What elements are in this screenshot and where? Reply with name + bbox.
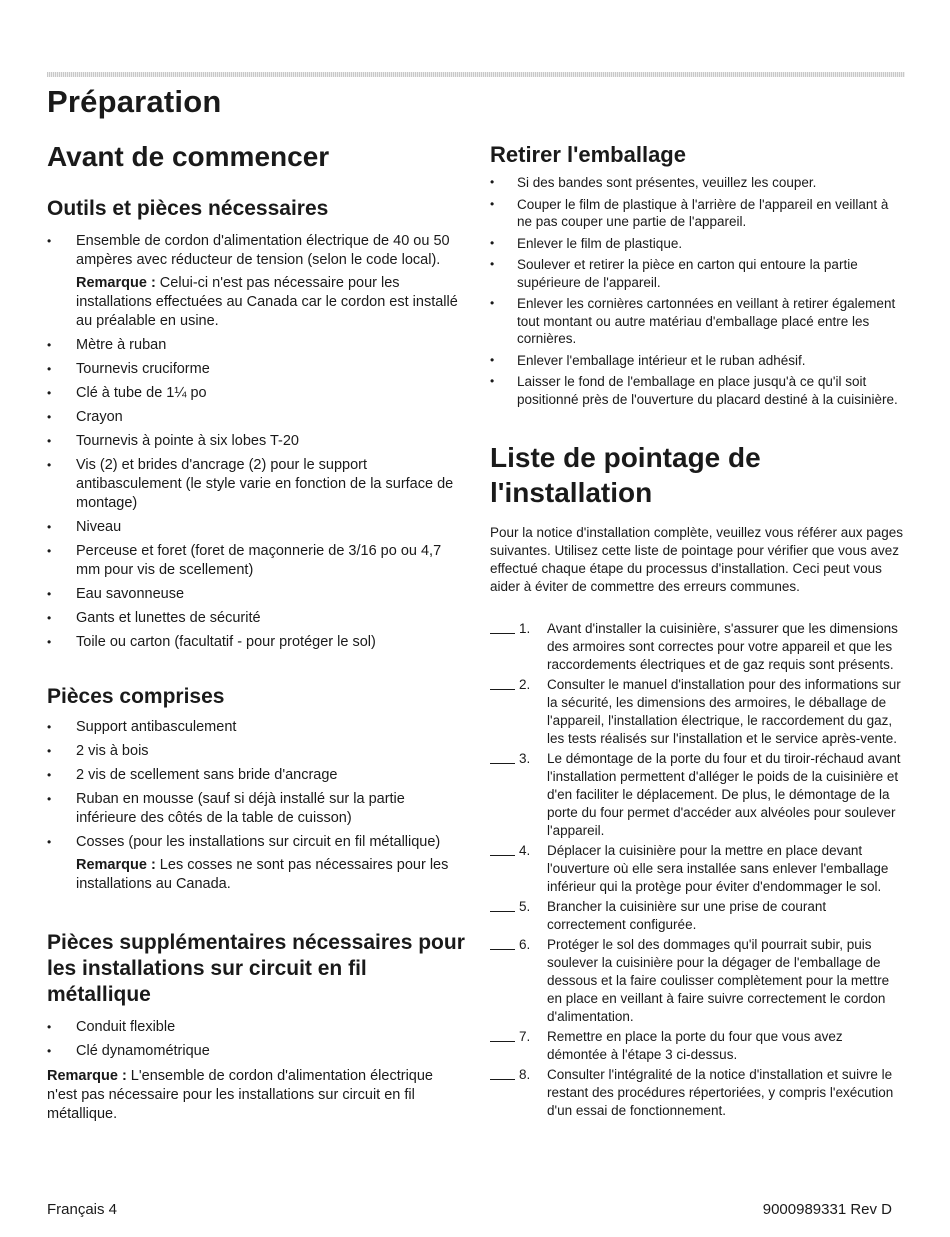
- list-item: • Laisser le fond de l'emballage en place jusqu'à ce qu'il soit positionné près de l'ouverture du placard destiné à la cuisinière.: [490, 374, 898, 407]
- comprises-section: [47, 684, 465, 899]
- list-item: • Ruban en mousse (sauf si déjà installé sur la partie inférieure des côtés de la table de cuisson): [47, 791, 405, 826]
- checklist-item: 7. Remettre en place la porte du four que vous avez démontée à l'étape 3 ci-dessus.: [490, 1028, 905, 1064]
- check-blank: [490, 763, 515, 764]
- bullet-icon: •: [490, 235, 495, 250]
- bullet-icon: •: [47, 1044, 52, 1058]
- list-item: • Si des bandes sont présentes, veuillez les couper.: [490, 175, 817, 190]
- avant-title: Avant de commencer: [47, 141, 330, 172]
- list-item: • Gants et lunettes de sécurité: [47, 610, 261, 626]
- bullet-icon: •: [490, 196, 495, 211]
- checklist-item: 2. Consulter le manuel d'installation pour des informations sur la sécurité, les dimensions des armoires, le déballage de l'appareil, l'installation électrique, le raccordement du gaz, les tests réalisés sur l'installation et le service après-vente.: [490, 676, 905, 748]
- list-item: • Crayon: [47, 409, 123, 425]
- bullet-icon: •: [490, 352, 495, 367]
- remarque-note: [76, 856, 465, 894]
- list-item: • Enlever le film de plastique.: [490, 235, 683, 251]
- bullet-icon: •: [490, 296, 495, 310]
- bullet-icon: •: [47, 744, 52, 758]
- supp-title: Pièces supplémentaires nécessaires pour les installations sur circuit en fil métallique: [47, 931, 465, 1006]
- list-item: • Eau savonneuse: [47, 586, 185, 602]
- check-blank: [490, 1041, 515, 1042]
- list-item: • Toile ou carton (facultatif - pour protéger le sol): [47, 634, 376, 650]
- bullet-icon: •: [47, 835, 52, 849]
- bullet-icon: •: [47, 635, 52, 649]
- liste-intro: Pour la notice d'installation complète, veuillez vous référer aux pages suivantes. Utilisez cette liste de pointage pour vérifier que vous avez effectué chaque étape du processus d'installation. Ceci peut vous aider à éviter de commettre des erreurs communes.: [490, 525, 904, 594]
- remarque-text: Les cosses ne sont pas nécessaires pour les installations au Canada.: [76, 857, 449, 892]
- bullet-icon: •: [47, 434, 52, 448]
- check-blank: [490, 949, 515, 950]
- bullet-icon: •: [490, 374, 495, 388]
- liste-section: [490, 440, 905, 1122]
- list-item: • Perceuse et foret (foret de maçonnerie de 3/16 po ou 4,7 mm pour vis de scellement): [47, 543, 442, 578]
- list-item: • Mètre à ruban: [47, 337, 167, 353]
- checklist-item: 1. Avant d'installer la cuisinière, s'assurer que les dimensions des armoires sont correctes pour votre appareil et que les raccordements électriques et de gaz requis sont présents.: [490, 620, 905, 674]
- supp-note: [47, 1067, 465, 1124]
- bullet-icon: •: [47, 587, 52, 601]
- check-blank: [490, 1079, 515, 1080]
- outils-title: Outils et pièces nécessaires: [47, 197, 329, 220]
- checklist-item: 4. Déplacer la cuisinière pour la mettre en place devant l'ouverture où elle sera installée sans enlever l'emballage inférieur qui la protège pour éviter d'endommager le sol.: [490, 842, 905, 896]
- checklist: [490, 620, 905, 1120]
- bullet-icon: •: [47, 458, 52, 472]
- list-item: • Vis (2) et brides d'ancrage (2) pour le support antibasculement (le style varie en fonction de la surface de montage): [47, 457, 454, 511]
- supp-section: [47, 930, 465, 1124]
- remarque-text: L'ensemble de cordon d'alimentation électrique n'est pas nécessaire pour les installations sur circuit en fil métallique.: [47, 1068, 433, 1122]
- list-item: • Cosses (pour les installations sur circuit en fil métallique) Remarque : Les cosses ne sont pas nécessaires pour les installations au Canada.: [47, 833, 465, 894]
- check-blank: [490, 911, 515, 912]
- remarque-note: [76, 274, 465, 331]
- comprises-title: Pièces comprises: [47, 685, 225, 708]
- bullet-icon: •: [47, 386, 52, 400]
- list-item: • 2 vis à bois: [47, 743, 149, 759]
- page-title: Préparation: [47, 84, 222, 119]
- bullet-icon: •: [47, 544, 52, 558]
- list-item: • Couper le film de plastique à l'arrière de l'appareil en veillant à ne pas couper une partie de l'appareil.: [490, 196, 889, 229]
- check-blank: [490, 855, 515, 856]
- footer-doc-number: 9000989331 Rev D: [762, 1201, 892, 1218]
- remarque-label: Remarque :: [76, 275, 156, 291]
- bullet-icon: •: [490, 257, 495, 271]
- bullet-icon: •: [47, 1020, 52, 1034]
- bullet-icon: •: [47, 410, 52, 424]
- list-item-text: Ensemble de cordon d'alimentation électrique de 40 ou 50 ampères avec réducteur de tension (selon le code local).: [76, 233, 450, 268]
- bullet-icon: •: [490, 175, 495, 189]
- remarque-label: Remarque :: [76, 857, 156, 873]
- list-item: • Support antibasculement: [47, 719, 237, 735]
- bullet-icon: •: [47, 362, 52, 376]
- bullet-icon: •: [47, 520, 52, 534]
- check-blank: [490, 689, 515, 690]
- list-item: • Tournevis cruciforme: [47, 361, 210, 377]
- list-item: • Conduit flexible: [47, 1019, 176, 1035]
- emballage-list: [490, 174, 905, 408]
- list-item: • Enlever l'emballage intérieur et le ruban adhésif.: [490, 352, 806, 368]
- bullet-icon: •: [47, 720, 52, 734]
- list-item: • Niveau: [47, 519, 122, 535]
- comprises-list: [47, 718, 465, 894]
- list-item: • Clé à tube de 1¼ po: [47, 385, 207, 401]
- outils-list: [47, 232, 465, 652]
- list-item: [47, 232, 465, 331]
- outils-section: [47, 196, 465, 657]
- bullet-icon: •: [47, 768, 52, 782]
- emballage-title: Retirer l'emballage: [490, 142, 686, 167]
- check-blank: [490, 633, 515, 634]
- bullet-icon: •: [47, 611, 52, 625]
- liste-title: Liste de pointage de l'installation: [490, 442, 761, 508]
- checklist-item: 8. Consulter l'intégralité de la notice d'installation et suivre le restant des procédures répertoriées, y compris l'exécution d'un essai de fonctionnement.: [490, 1066, 905, 1120]
- bullet-icon: •: [47, 338, 52, 352]
- footer-page-label: Français 4: [47, 1201, 118, 1218]
- checklist-item: 5. Brancher la cuisinière sur une prise de courant correctement configurée.: [490, 898, 905, 934]
- header-rule: [47, 72, 905, 77]
- bullet-icon: •: [47, 234, 52, 248]
- remarque-text: Celui-ci n'est pas nécessaire pour les installations effectuées au Canada car le cordon est installé au préalable en usine.: [76, 275, 458, 329]
- list-item: • Soulever et retirer la pièce en carton qui entoure la partie supérieure de l'appareil.: [490, 257, 858, 290]
- emballage-section: [490, 142, 905, 412]
- list-item: • Enlever les cornières cartonnées en veillant à retirer également tout montant ou autre matériau d'emballage placé entre les cornières.: [490, 296, 896, 346]
- checklist-item: 3. Le démontage de la porte du four et du tiroir-réchaud avant l'installation permettent d'alléger le poids de la cuisinière et d'en faciliter le déplacement. De plus, le démontage de la porte du four permet d'accéder aux alvéoles pour soulever l'appareil.: [490, 750, 905, 840]
- remarque-label: Remarque :: [47, 1068, 127, 1084]
- list-item: • 2 vis de scellement sans bride d'ancrage: [47, 767, 338, 783]
- bullet-icon: •: [47, 792, 52, 806]
- supp-list: [47, 1018, 465, 1061]
- checklist-item: 6. Protéger le sol des dommages qu'il pourrait subir, puis soulever la cuisinière pour la dégager de l'emballage de dessous et la faire coulisser complètement pour la mettre en place en veillant à faire suivre correctement le cordon d'alimentation.: [490, 936, 905, 1026]
- list-item: • Tournevis à pointe à six lobes T-20: [47, 433, 300, 449]
- list-item: • Clé dynamométrique: [47, 1043, 210, 1059]
